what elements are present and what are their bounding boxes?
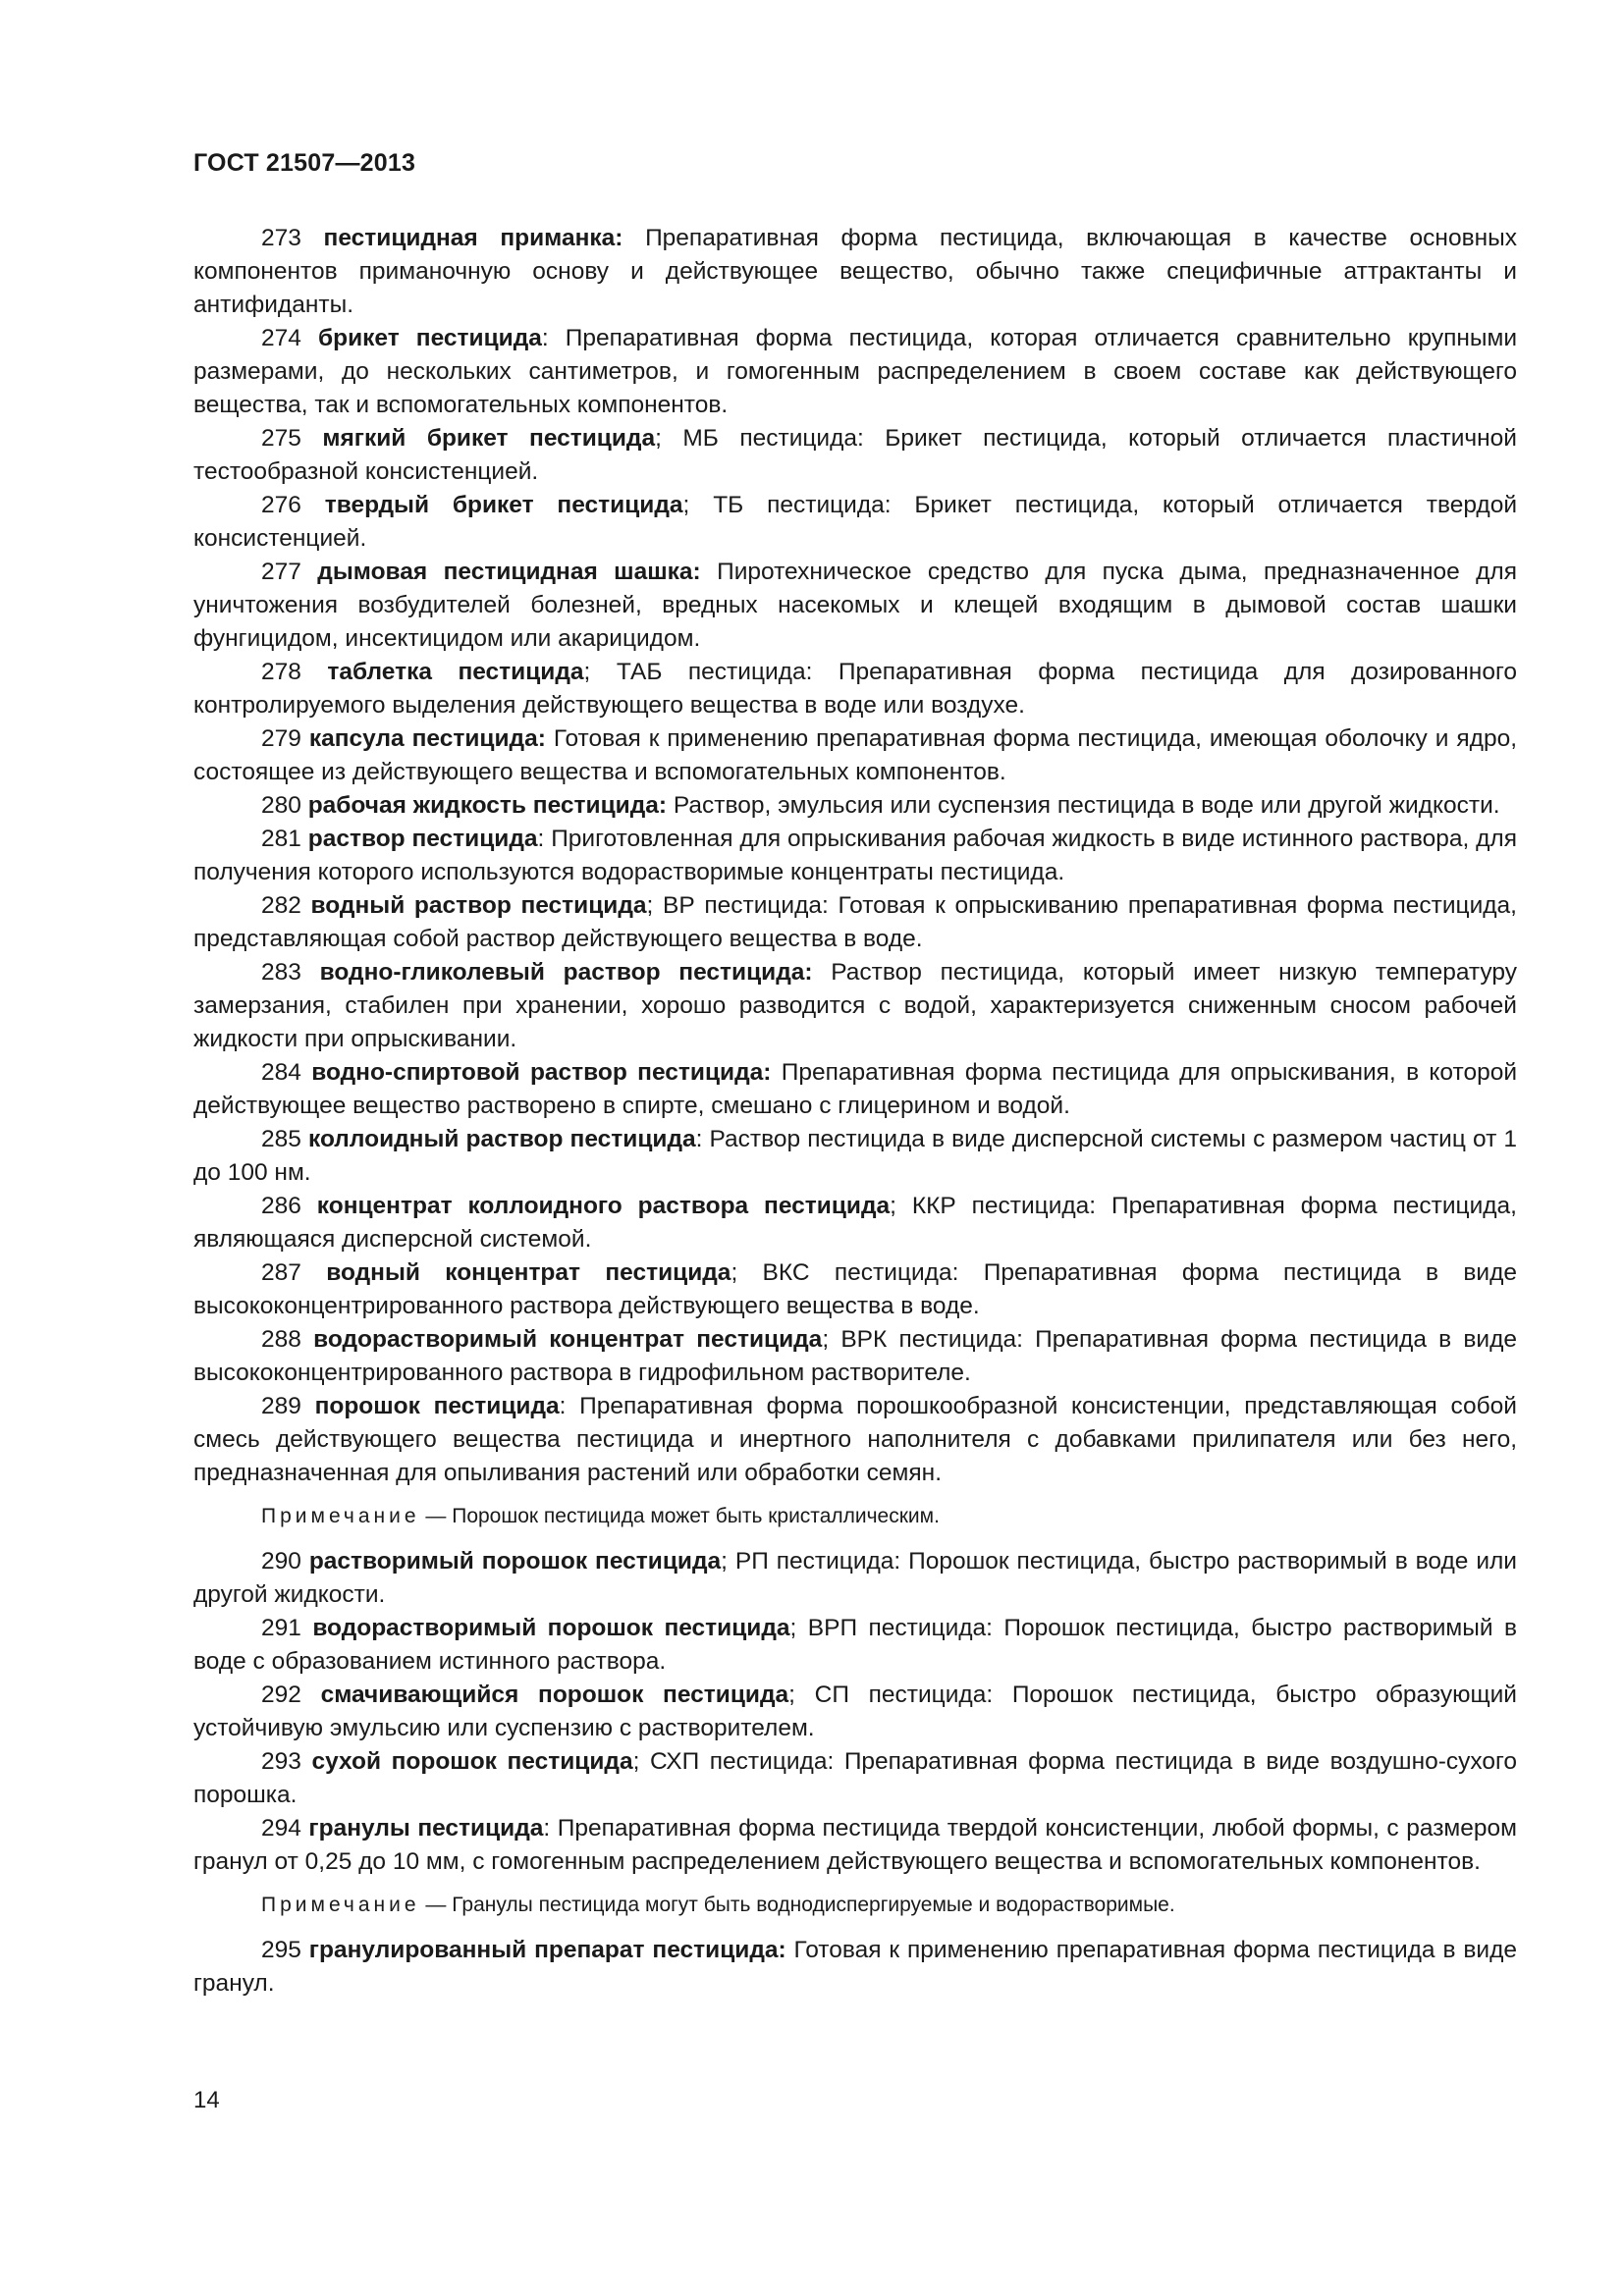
entry-definition: : Препаративная форма порошкообразной консистенции, представляющая собой смесь действующего вещества пестицида и инертного наполнителя с добавками прилипателя или без него, предназначенная для опыливания растений или обработки семян.	[193, 1393, 1517, 1486]
entry-term: гранулы пестицида	[308, 1815, 544, 1842]
entry-term: порошок пестицида	[314, 1393, 560, 1419]
entry-term: мягкий брикет пестицида	[322, 425, 656, 452]
entry-definition: Раствор пестицида, который имеет низкую температуру замерзания, стабилен при хранении, хорошо разводится с водой, характеризуется сниженным сносом рабочей жидкости при опрыскивании.	[193, 959, 1517, 1052]
entry-term: гранулированный препарат пестицида:	[308, 1937, 786, 1963]
entry-number: 294	[261, 1815, 301, 1842]
term-entry-288	[193, 1323, 1517, 1390]
entry-number: 276	[261, 492, 301, 518]
entry-term: дымовая пестицидная шашка:	[317, 559, 701, 585]
term-entry-294	[193, 1812, 1517, 1879]
entry-definition: Препаративная форма пестицида для опрыскивания, в которой действующее вещество растворено в спирте, смешано с глицерином и водой.	[193, 1059, 1518, 1119]
entry-definition: ; ТБ пестицида: Брикет пестицида, который отличается твердой консистенцией.	[193, 492, 1518, 552]
note-label: Примечание	[261, 1505, 420, 1527]
entry-definition: ; СХП пестицида: Препаративная форма пестицида в виде воздушно-сухого порошка.	[193, 1748, 1518, 1808]
entry-term: капсула пестицида:	[308, 725, 546, 752]
entry-definition: ; ВКС пестицида: Препаративная форма пестицида в виде высококонцентрированного раствора действующего вещества в воде.	[193, 1259, 1518, 1319]
entry-term: водный концентрат пестицида	[326, 1259, 731, 1286]
term-entry-287	[193, 1256, 1517, 1323]
entry-term: сухой порошок пестицида	[311, 1748, 633, 1775]
entry-number: 293	[261, 1748, 301, 1775]
entry-definition: ; ККР пестицида: Препаративная форма пестицида, являющаяся дисперсной системой.	[193, 1193, 1517, 1253]
entry-term: водно-гликолевый раствор пестицида:	[319, 959, 813, 986]
entry-number: 292	[261, 1682, 301, 1708]
note-powder	[193, 1502, 1517, 1531]
entry-number: 282	[261, 892, 301, 919]
entry-term: брикет пестицида	[317, 325, 542, 351]
entry-number: 290	[261, 1548, 301, 1575]
entry-definition: : Препаративная форма пестицида, которая отличается сравнительно крупными размерами, до нескольких сантиметров, и гомогенным распределением в своем составе как действующего вещества, так и вспомогательных компонентов.	[193, 325, 1518, 418]
term-entry-286	[193, 1190, 1517, 1256]
term-entry-284	[193, 1056, 1517, 1123]
note-granules	[193, 1891, 1517, 1920]
term-entry-275	[193, 422, 1517, 489]
entry-term: таблетка пестицида	[327, 659, 584, 685]
entry-term: водорастворимый порошок пестицида	[312, 1615, 790, 1641]
term-entry-290	[193, 1545, 1517, 1612]
entry-number: 277	[261, 559, 301, 585]
entry-number: 281	[261, 826, 301, 852]
entry-number: 275	[261, 425, 301, 452]
entry-number: 284	[261, 1059, 301, 1086]
note-label: Примечание	[261, 1894, 420, 1916]
entry-definition: Препаративная форма пестицида, включающая в качестве основных компонентов приманочную основу и действующее вещество, обычно также специфичные аттрактанты и антифиданты.	[193, 225, 1517, 318]
entry-definition: : Препаративная форма пестицида твердой консистенции, любой формы, с размером гранул от 0,25 до 10 мм, с гомогенным распределением действующего вещества и вспомогательных компонентов.	[193, 1815, 1517, 1875]
entry-term: пестицидная приманка:	[323, 225, 623, 251]
entry-definition: : Приготовленная для опрыскивания рабочая жидкость в виде истинного раствора, для получения которого используются водорастворимые концентраты пестицида.	[193, 826, 1517, 885]
entry-number: 283	[261, 959, 301, 986]
entry-number: 286	[261, 1193, 301, 1219]
entry-number: 285	[261, 1126, 301, 1152]
entry-term: растворимый порошок пестицида	[308, 1548, 722, 1575]
entry-number: 287	[261, 1259, 301, 1286]
entry-number: 280	[261, 792, 301, 819]
entry-number: 288	[261, 1326, 301, 1353]
entry-term: концентрат коллоидного раствора пестицида	[316, 1193, 891, 1219]
entry-definition: ; СП пестицида: Порошок пестицида, быстро образующий устойчивую эмульсию или суспензию с растворителем.	[193, 1682, 1517, 1741]
term-entry-273	[193, 222, 1517, 322]
note-text: — Гранулы пестицида могут быть воднодиспергируемые и водорастворимые.	[419, 1894, 1175, 1916]
entry-definition: : Раствор пестицида в виде дисперсной системы с размером частиц от 1 до 100 нм.	[193, 1126, 1518, 1186]
note-text: — Порошок пестицида может быть кристаллическим.	[419, 1505, 940, 1527]
entry-definition: ; МБ пестицида: Брикет пестицида, который отличается пластичной тестообразной консистенцией.	[193, 425, 1517, 485]
term-entry-279	[193, 722, 1517, 789]
term-entry-282	[193, 889, 1517, 956]
entry-number: 273	[261, 225, 301, 251]
entry-term: твердый брикет пестицида	[324, 492, 683, 518]
entry-term: водно-спиртовой раствор пестицида:	[311, 1059, 772, 1086]
term-entry-280	[193, 789, 1517, 823]
entry-definition: Пиротехническое средство для пуска дыма, предназначенное для уничтожения возбудителей болезней, вредных насекомых и клещей входящим в дымовой состав шашки фунгицидом, инсектицидом или акарицидом.	[193, 559, 1517, 652]
entry-definition: Готовая к применению препаративная форма пестицида в виде гранул.	[193, 1937, 1517, 1997]
term-entry-274	[193, 322, 1517, 422]
term-entry-278	[193, 656, 1517, 722]
entry-term: раствор пестицида	[307, 826, 538, 852]
term-entry-293	[193, 1745, 1517, 1812]
term-entry-276	[193, 489, 1517, 556]
entry-number: 291	[261, 1615, 301, 1641]
entry-definition: ; ВР пестицида: Готовая к опрыскиванию препаративная форма пестицида, представляющая собой раствор действующего вещества в воде.	[193, 892, 1517, 952]
document-header: ГОСТ 21507—2013	[193, 149, 416, 177]
term-entry-291	[193, 1612, 1517, 1679]
entry-definition: ; ТАБ пестицида: Препаративная форма пестицида для дозированного контролируемого выделения действующего вещества в воде или воздухе.	[193, 659, 1517, 719]
entry-number: 278	[261, 659, 301, 685]
entry-term: водный раствор пестицида	[310, 892, 647, 919]
term-entry-289	[193, 1390, 1517, 1490]
entry-number: 274	[261, 325, 301, 351]
page-number: 14	[193, 2087, 220, 2113]
entry-definition: ; ВРП пестицида: Порошок пестицида, быстро растворимый в воде с образованием истинного раствора.	[193, 1615, 1517, 1675]
term-entry-281	[193, 823, 1517, 889]
term-entry-283	[193, 956, 1517, 1056]
term-entry-292	[193, 1679, 1517, 1745]
term-entry-277	[193, 556, 1517, 656]
entry-term: смачивающийся порошок пестицида	[320, 1682, 789, 1708]
entry-number: 295	[261, 1937, 301, 1963]
entry-term: водорастворимый концентрат пестицида	[313, 1326, 823, 1353]
entry-definition: Раствор, эмульсия или суспензия пестицида в воде или другой жидкости.	[667, 792, 1500, 819]
document-body	[193, 222, 1517, 2001]
entry-term: коллоидный раствор пестицида	[308, 1126, 696, 1152]
entry-definition: Готовая к применению препаративная форма пестицида, имеющая оболочку и ядро, состоящее из действующего вещества и вспомогательных компонентов.	[193, 725, 1518, 785]
entry-definition: ; РП пестицида: Порошок пестицида, быстро растворимый в воде или другой жидкости.	[193, 1548, 1517, 1608]
term-entry-285	[193, 1123, 1517, 1190]
term-entry-295	[193, 1934, 1517, 2001]
entry-term: рабочая жидкость пестицида:	[307, 792, 668, 819]
entry-number: 279	[261, 725, 301, 752]
entry-definition: ; ВРК пестицида: Препаративная форма пестицида в виде высококонцентрированного раствора в гидрофильном растворителе.	[193, 1326, 1517, 1386]
entry-number: 289	[261, 1393, 301, 1419]
